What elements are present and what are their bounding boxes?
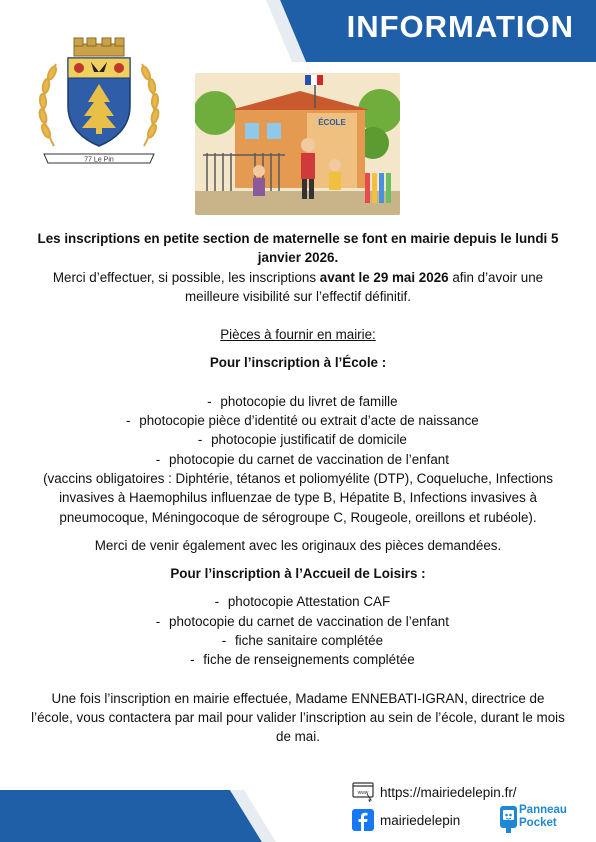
closing-paragraph: Une fois l’inscription en mairie effectuée, Madame ENNEBATI-IGRAN, directrice de l’école, vous contactera par mail pour valider l’inscription au sein de l’école, durant le mois de mai. [31, 690, 565, 745]
list-item [30, 650, 566, 669]
list-item [30, 392, 566, 411]
footer-website[interactable] [352, 781, 517, 803]
list-item-text: photocopie justificatif de domicile [211, 432, 407, 448]
list-item-text: fiche sanitaire complétée [234, 633, 384, 649]
intro-paragraph [30, 268, 566, 307]
list-item [30, 411, 566, 430]
intro-text-post: afin d’avoir une meilleure visibilité sur l’effectif définitif. [185, 269, 544, 304]
spacer [30, 344, 566, 353]
list-item-text: photocopie pièce d’identité ou extrait d’acte de naissance [139, 413, 479, 429]
list-dash: - [155, 451, 161, 467]
web-icon [352, 782, 374, 802]
list-item [30, 612, 566, 631]
pieces-heading: Pièces à fournir en mairie: [220, 327, 376, 343]
intro-headline: Les inscriptions en petite section de maternelle se font en mairie depuis le lundi 5 janvier 2026. [37, 231, 559, 266]
spacer [30, 373, 566, 392]
page-title: INFORMATION [346, 9, 574, 44]
spacer [30, 555, 566, 564]
website-link[interactable]: https://mairiedelepin.fr/ [380, 784, 517, 800]
list-dash: - [221, 633, 227, 649]
panneaupocket-label-1: Panneau [519, 804, 567, 816]
list-dash: - [190, 652, 195, 668]
school-illustration [195, 73, 400, 215]
web-icon-text: www [357, 790, 369, 796]
list-item-text: photocopie Attestation CAF [227, 594, 391, 610]
list-dash: - [214, 594, 220, 610]
list-item [30, 450, 566, 469]
illustration-school-sign: ÉCOLE [318, 118, 346, 127]
ecole-list [30, 392, 566, 469]
list-dash: - [207, 393, 212, 409]
intro-deadline: avant le 29 mai 2026 [319, 269, 449, 285]
panneaupocket-label-2: Pocket [519, 817, 557, 829]
main-content [30, 229, 566, 747]
spacer [30, 583, 566, 592]
list-item-text: fiche de renseignements complétée [203, 652, 415, 668]
panneaupocket-icon [499, 804, 519, 834]
panneaupocket-logo[interactable] [499, 804, 567, 834]
ecole-heading: Pour l’inscription à l’École : [209, 355, 387, 371]
list-dash: - [155, 613, 161, 629]
list-dash: - [126, 413, 131, 429]
intro-text-pre: Merci d’effectuer, si possible, les inscriptions [52, 269, 320, 285]
list-item [30, 631, 566, 650]
loisirs-heading: Pour l’inscription à l’Accueil de Loisirs : [170, 566, 426, 582]
facebook-icon [352, 809, 374, 831]
footer-facebook[interactable] [352, 808, 460, 832]
spacer [30, 306, 566, 325]
facebook-link[interactable]: mairiedelepin [380, 812, 461, 828]
list-item-text: photocopie du carnet de vaccination de l’enfant [169, 613, 449, 629]
list-item-text: photocopie du livret de famille [220, 393, 398, 409]
crest-motto: 77 Le Pin [84, 156, 114, 164]
list-item [30, 430, 566, 449]
footer-band [0, 790, 280, 842]
originaux-note: Merci de venir également avec les originaux des pièces demandées. [94, 537, 502, 553]
spacer [30, 670, 566, 689]
list-item [30, 592, 566, 611]
vaccins-note: (vaccins obligatoires : Diphtérie, tétanos et poliomyélite (DTP), Coqueluche, Infections invasives à Haemophilus influenzae de type B, Hépatite B, Infections invasives à pneumocoque, Méningocoque de sérogroupe C, Rougeole, oreillons et rubéole). [43, 470, 553, 525]
loisirs-list [30, 592, 566, 669]
list-item-text: photocopie du carnet de vaccination de l’enfant [169, 451, 449, 467]
town-crest-logo [34, 36, 164, 166]
spacer [30, 527, 566, 536]
list-dash: - [197, 432, 203, 448]
header-banner [266, 0, 596, 62]
